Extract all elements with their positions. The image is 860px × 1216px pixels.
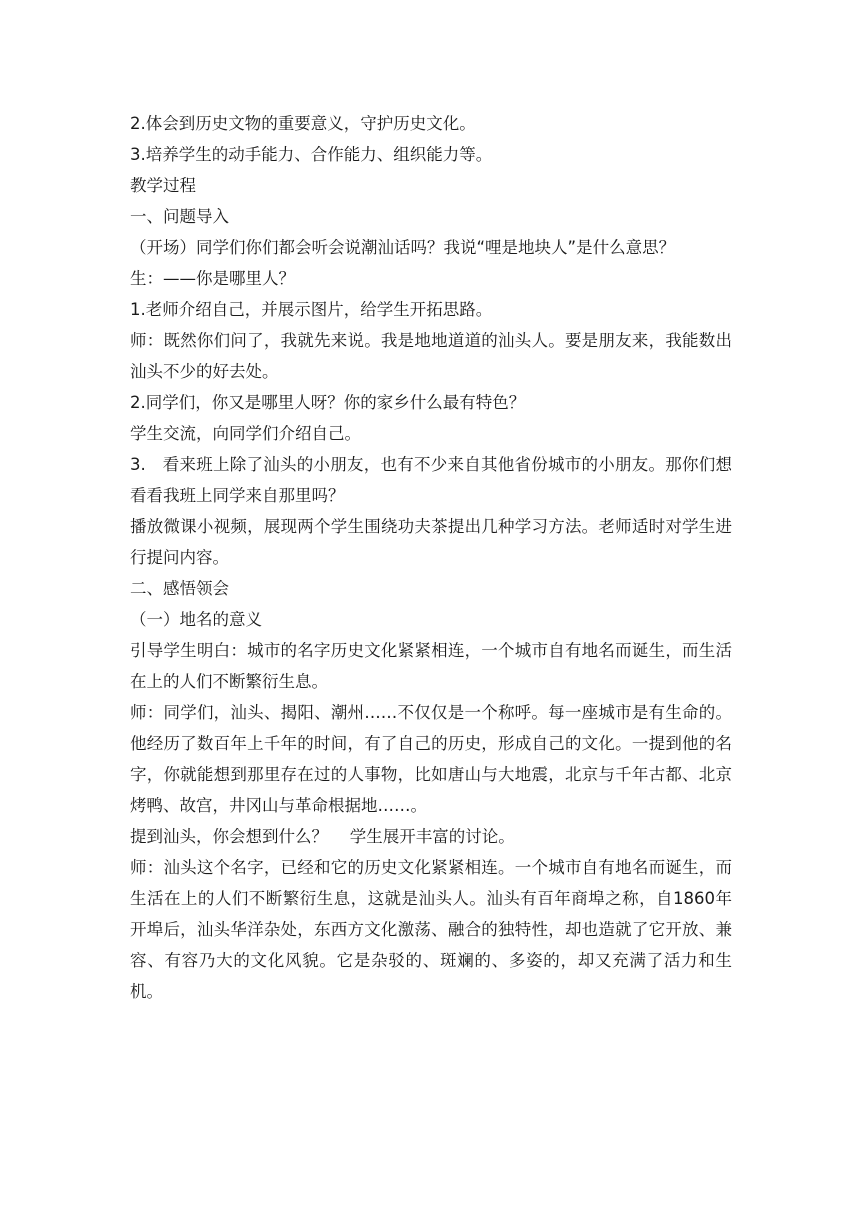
- document-body: [130, 108, 732, 1007]
- subheading-place-name-meaning: （一）地名的意义: [130, 610, 262, 629]
- paragraph-teacher-intro: 师：既然你们问了，我就先来说。我是地地道道的汕头人。要是朋友来，我能数出汕头不少的好去处。: [130, 331, 732, 381]
- paragraph-teacher-cities: 师：同学们，汕头、揭阳、潮州……不仅仅是一个称呼。每一座城市是有生命的。他经历了数百年上千年的时间，有了自己的历史，形成自己的文化。一提到他的名字，你就能想到那里存在过的人事物，比如唐山与大地震，北京与千年古都、北京烤鸭、故宫，井冈山与革命根据地……。: [130, 703, 732, 815]
- paragraph-student-exchange: 学生交流，向同学们介绍自己。: [130, 424, 361, 443]
- heading-perception: 二、感悟领会: [130, 579, 229, 598]
- paragraph-micro-video: 播放微课小视频，展现两个学生围绕功夫茶提出几种学习方法。老师适时对学生进行提问内容。: [130, 517, 732, 567]
- paragraph-opening: （开场）同学们你们都会听会说潮汕话吗？我说“哩是地块人”是什么意思？: [130, 238, 676, 257]
- heading-question-intro: 一、问题导入: [130, 207, 229, 226]
- paragraph-discussion: 提到汕头，你会想到什么？ 学生展开丰富的讨论。: [130, 827, 515, 846]
- objective-3: 3.培养学生的动手能力、合作能力、组织能力等。: [130, 145, 493, 164]
- section-heading-teaching-process: 教学过程: [130, 176, 196, 195]
- paragraph-student-reply: 生：——你是哪里人？: [130, 269, 295, 288]
- objective-2: 2.体会到历史文物的重要意义，守护历史文化。: [130, 114, 476, 133]
- step-2: 2.同学们，你又是哪里人呀？你的家乡什么最有特色？: [130, 393, 526, 412]
- paragraph-teacher-shantou: 师：汕头这个名字，已经和它的历史文化紧紧相连。一个城市自有地名而诞生，而生活在上的人们不断繁衍生息，这就是汕头人。汕头有百年商埠之称，自1860年开埠后，汕头华洋杂处，东西方文化激荡、融合的独特性，却也造就了它开放、兼容、有容乃大的文化风貌。它是杂驳的、斑斓的、多姿的，却又充满了活力和生机。: [130, 858, 732, 1001]
- paragraph-guide-students: 引导学生明白：城市的名字历史文化紧紧相连，一个城市自有地名而诞生，而生活在上的人们不断繁衍生息。: [130, 641, 732, 691]
- step-1: 1.老师介绍自己，并展示图片，给学生开拓思路。: [130, 300, 493, 319]
- step-3: 3. 看来班上除了汕头的小朋友，也有不少来自其他省份城市的小朋友。那你们想看看我班上同学来自那里吗？: [130, 455, 732, 505]
